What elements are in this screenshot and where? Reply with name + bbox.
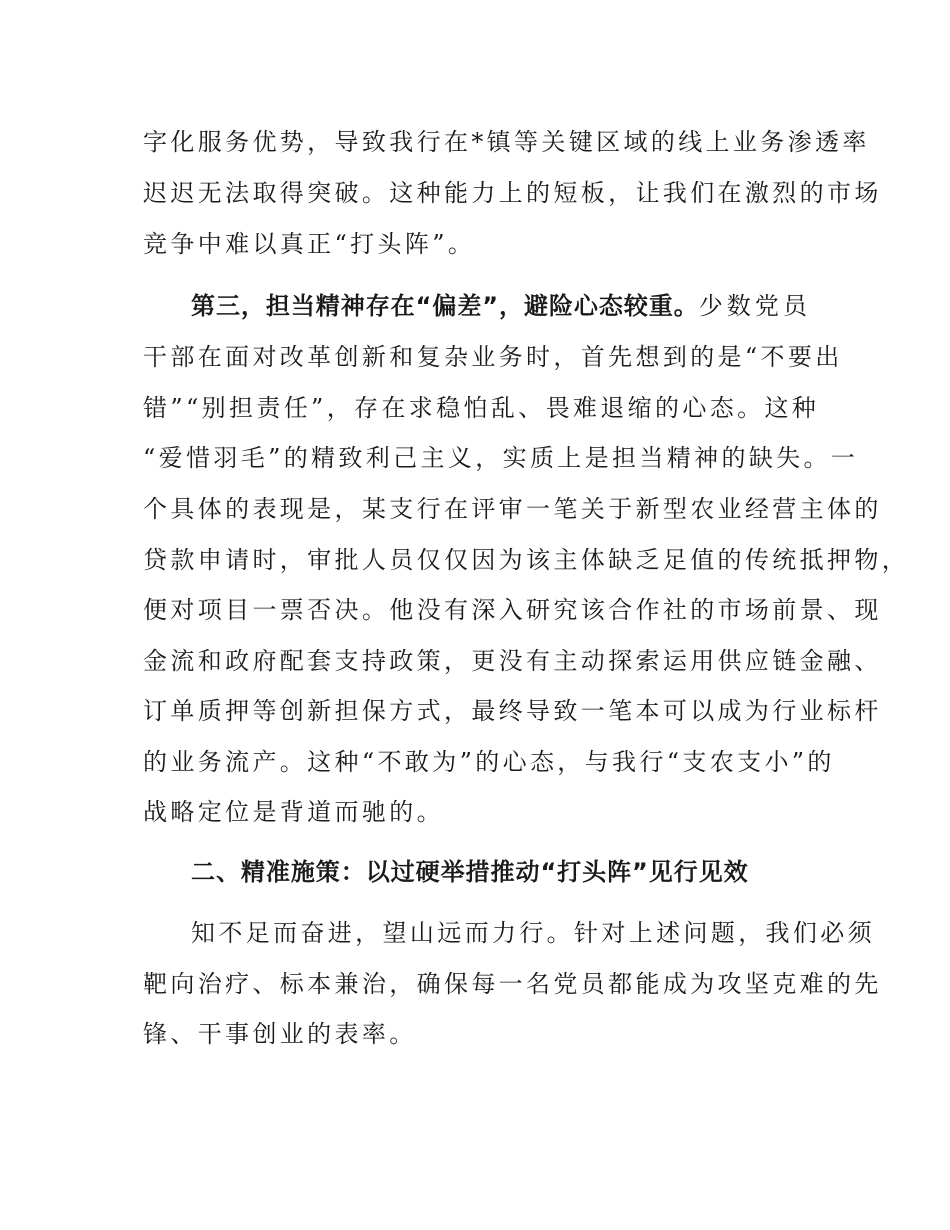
paragraph-line: 金流和政府配套支持政策，更没有主动探索运用供应链金融、: [143, 647, 882, 675]
paragraph-line: 的业务流产。这种“不敢为”的心态，与我行“支农支小”的: [143, 748, 835, 776]
paragraph-line: 靶向治疗、标本兼治，确保每一名党员都能成为攻坚克难的先: [143, 970, 882, 998]
paragraph-first-line: [191, 290, 811, 322]
paragraph-line: 个具体的表现是，某支行在评审一笔关于新型农业经营主体的: [143, 495, 882, 523]
point-heading: 第三，担当精神存在“偏差”，避险心态较重。: [191, 292, 699, 320]
section-heading: 二、精准施策：以过硬举措推动“打头阵”见行见效: [191, 858, 749, 886]
paragraph-line: 贷款申请时，审批人员仅仅因为该主体缺乏足值的传统抵押物，: [143, 546, 910, 574]
paragraph-line: 锋、干事创业的表率。: [143, 1020, 417, 1048]
paragraph-line: 错”“别担责任”，存在求稳怕乱、畏难退缩的心态。这种: [143, 394, 820, 422]
paragraph-first-line: 知不足而奋进，望山远而力行。针对上述问题，我们必须: [191, 919, 875, 947]
paragraph-line: 便对项目一票否决。他没有深入研究该合作社的市场前景、现: [143, 596, 882, 624]
paragraph-line: 字化服务优势，导致我行在*镇等关键区域的线上业务渗透率: [143, 128, 870, 156]
paragraph-line: 战略定位是背道而驰的。: [143, 798, 444, 826]
paragraph-line: 迟迟无法取得突破。这种能力上的短板，让我们在激烈的市场: [143, 179, 882, 207]
paragraph-line: “爱惜羽毛”的精致利己主义，实质上是担当精神的缺失。一: [143, 444, 859, 472]
paragraph-line: 干部在面对改革创新和复杂业务时，首先想到的是“不要出: [143, 343, 843, 371]
paragraph-line: 竞争中难以真正“打头阵”。: [143, 230, 476, 258]
paragraph-line: 订单质押等创新担保方式，最终导致一笔本可以成为行业标杆: [143, 697, 882, 725]
paragraph-text: 少数党员: [698, 292, 812, 320]
